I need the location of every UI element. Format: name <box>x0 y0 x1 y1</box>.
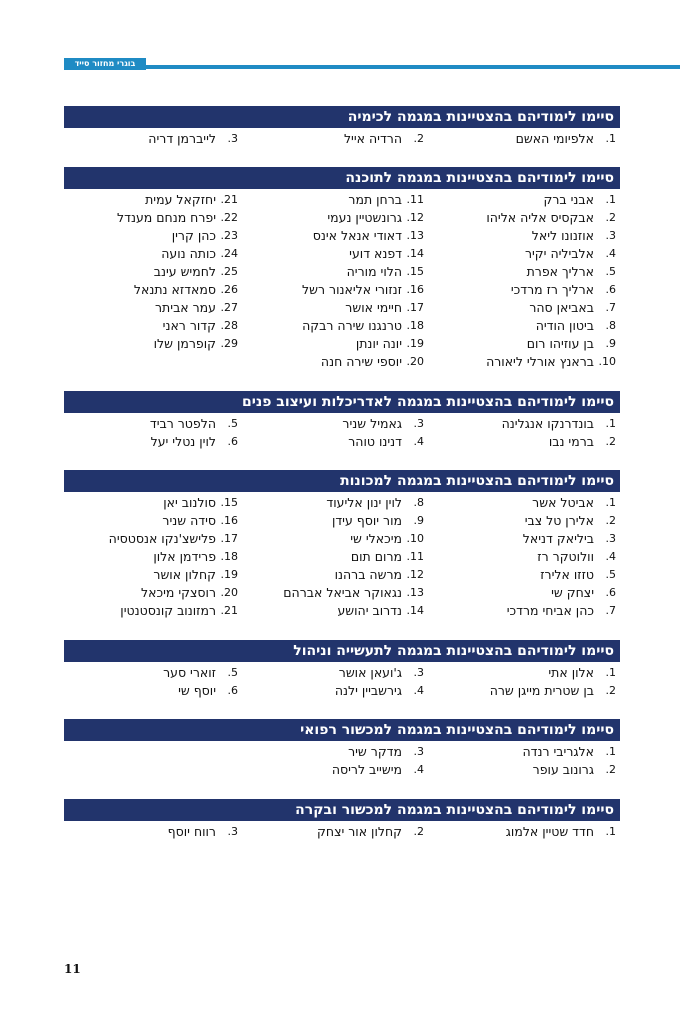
list-item <box>254 761 424 779</box>
name-column <box>68 415 238 451</box>
list-item <box>446 335 616 353</box>
honors-section <box>64 106 620 148</box>
item-number: 18. <box>406 319 424 332</box>
item-name: מרשה ברהנו <box>334 567 402 582</box>
item-name: סידה שניר <box>162 513 216 528</box>
item-name: מדקר שיר <box>348 744 402 759</box>
item-number: 16. <box>220 514 238 527</box>
item-number: 11. <box>406 193 424 206</box>
item-number: 3. <box>227 132 238 145</box>
item-name: סמאדזא נתנאל <box>133 282 216 297</box>
list-item <box>254 263 424 281</box>
item-name: גרונשטיין נעמי <box>327 210 402 225</box>
section-title: סיימו לימודיהם בהצטיינות במגמה לכימיה <box>64 106 620 128</box>
item-number: 16. <box>406 283 424 296</box>
list-item <box>254 664 424 682</box>
item-name: באביאן סהר <box>529 300 594 315</box>
item-name: כהן קרין <box>171 228 216 243</box>
item-number: 20. <box>220 586 238 599</box>
list-item <box>68 530 238 548</box>
list-item <box>254 823 424 841</box>
section-title: סיימו לימודיהם בהצטיינות במגמה למכונות <box>64 470 620 492</box>
honors-section <box>64 167 620 371</box>
list-item <box>446 548 616 566</box>
list-item <box>68 227 238 245</box>
item-number: 1. <box>605 666 616 679</box>
honors-section <box>64 640 620 700</box>
list-item <box>446 209 616 227</box>
list-item <box>68 494 238 512</box>
item-number: 7. <box>605 301 616 314</box>
list-item <box>446 743 616 761</box>
section-title: סיימו לימודיהם בהצטיינות במגמה לתוכנה <box>64 167 620 189</box>
item-name: אלירן טל צבי <box>524 513 594 528</box>
list-item <box>446 433 616 451</box>
list-item <box>254 743 424 761</box>
list-item <box>254 548 424 566</box>
list-item <box>446 415 616 433</box>
item-number: 12. <box>406 568 424 581</box>
list-item <box>254 245 424 263</box>
item-name: כהן אביחי מרדכי <box>506 603 594 618</box>
item-number: 6. <box>227 435 238 448</box>
name-column <box>446 823 616 841</box>
item-name: רווח יוסף <box>167 824 216 839</box>
item-name: יצחק שי <box>551 585 594 600</box>
item-name: הרדיה אייל <box>343 131 402 146</box>
item-name: נדרוב יהושע <box>337 603 402 618</box>
item-number: 1. <box>605 496 616 509</box>
name-columns <box>64 664 620 700</box>
list-item <box>68 281 238 299</box>
item-name: זוארי סער <box>163 665 216 680</box>
name-columns <box>64 823 620 841</box>
item-name: פלישצ'נקו אנסטסיה <box>108 531 216 546</box>
honors-section <box>64 719 620 779</box>
item-name: חיימי אושר <box>345 300 402 315</box>
item-number: 17. <box>406 301 424 314</box>
item-name: אביטל אשר <box>532 495 594 510</box>
name-column <box>68 130 238 148</box>
list-item <box>254 415 424 433</box>
item-number: 1. <box>605 132 616 145</box>
item-number: 2. <box>605 211 616 224</box>
item-number: 8. <box>413 496 424 509</box>
item-name: קופרמן שלו <box>153 336 216 351</box>
name-columns <box>64 743 620 779</box>
item-number: 9. <box>605 337 616 350</box>
item-number: 14. <box>406 604 424 617</box>
item-name: קדור ראני <box>162 318 216 333</box>
name-columns <box>64 494 620 620</box>
honors-section <box>64 391 620 451</box>
item-name: יחזקאל עמית <box>145 192 216 207</box>
name-column <box>446 494 616 620</box>
list-item <box>254 317 424 335</box>
list-item <box>68 263 238 281</box>
item-number: 8. <box>605 319 616 332</box>
item-name: טזזו אלירז <box>540 567 594 582</box>
item-name: אלביליה יקיר <box>524 246 594 261</box>
list-item <box>446 664 616 682</box>
item-name: ברמי נבו <box>548 434 594 449</box>
list-item <box>68 602 238 620</box>
item-name: קחלון אושר <box>153 567 216 582</box>
item-name: אבקסיס אליה אליהו <box>486 210 594 225</box>
item-name: אלפיומי האשם <box>515 131 594 146</box>
list-item <box>254 682 424 700</box>
item-name: מישייב לריסה <box>331 762 402 777</box>
item-number: 3. <box>413 745 424 758</box>
list-item <box>254 227 424 245</box>
item-name: מיכאלי שי <box>350 531 402 546</box>
list-item <box>446 281 616 299</box>
item-number: 12. <box>406 211 424 224</box>
list-item <box>254 566 424 584</box>
item-number: 4. <box>413 763 424 776</box>
list-item <box>68 245 238 263</box>
name-column <box>68 191 238 353</box>
list-item <box>68 209 238 227</box>
item-name: רמזונוב קונסטנטין <box>120 603 216 618</box>
item-number: 11. <box>406 550 424 563</box>
item-number: 2. <box>605 763 616 776</box>
item-name: דנינו טוהר <box>348 434 402 449</box>
item-number: 3. <box>227 825 238 838</box>
list-item <box>254 191 424 209</box>
item-number: 4. <box>605 550 616 563</box>
item-name: הלפטר רביד <box>149 416 216 431</box>
item-number: 27. <box>220 301 238 314</box>
item-number: 7. <box>605 604 616 617</box>
item-number: 6. <box>227 684 238 697</box>
item-number: 2. <box>413 132 424 145</box>
name-column <box>254 823 424 841</box>
list-item <box>446 317 616 335</box>
list-item <box>254 299 424 317</box>
item-name: אוזנונו ליאל <box>531 228 594 243</box>
list-item <box>446 530 616 548</box>
list-item <box>446 130 616 148</box>
list-item <box>446 602 616 620</box>
item-number: 22. <box>220 211 238 224</box>
item-name: לוין נטלי יעל <box>150 434 216 449</box>
list-item <box>68 682 238 700</box>
item-number: 24. <box>220 247 238 260</box>
item-name: יוסף שי <box>178 683 216 698</box>
item-name: דפנא דועי <box>349 246 402 261</box>
item-name: מרום תום <box>350 549 402 564</box>
item-name: ג'ועאן אושר <box>338 665 402 680</box>
list-item <box>254 335 424 353</box>
header-tab-label: בוגרי מחזור סייד <box>64 58 146 70</box>
item-number: 5. <box>605 265 616 278</box>
list-item <box>446 584 616 602</box>
item-number: 9. <box>413 514 424 527</box>
item-number: 17. <box>220 532 238 545</box>
item-name: גאמיל שניר <box>342 416 402 431</box>
name-column <box>254 415 424 451</box>
honors-section <box>64 470 620 620</box>
item-name: גירשביין ילנה <box>334 683 402 698</box>
list-item <box>446 299 616 317</box>
item-name: בן עוזיהו רום <box>526 336 594 351</box>
section-title: סיימו לימודיהם בהצטיינות במגמה לתעשייה וניהול <box>64 640 620 662</box>
item-name: ארליך רז מרדכי <box>510 282 594 297</box>
item-name: ביטון הודיה <box>535 318 594 333</box>
list-item <box>254 494 424 512</box>
item-name: טרנגנו שירה רבקה <box>302 318 402 333</box>
item-number: 5. <box>605 568 616 581</box>
item-name: דאודי אנאל אינס <box>312 228 402 243</box>
item-number: 10. <box>598 355 616 368</box>
item-number: 19. <box>220 568 238 581</box>
list-item <box>68 664 238 682</box>
list-item <box>68 512 238 530</box>
name-column <box>254 664 424 700</box>
name-columns <box>64 415 620 451</box>
item-number: 2. <box>605 684 616 697</box>
list-item <box>446 353 616 371</box>
item-name: ברחן תמר <box>348 192 402 207</box>
item-number: 5. <box>227 417 238 430</box>
item-number: 29. <box>220 337 238 350</box>
list-item <box>68 299 238 317</box>
name-column <box>446 743 616 779</box>
item-name: בונדרנקו אנגלינה <box>501 416 594 431</box>
item-number: 23. <box>220 229 238 242</box>
item-name: אלון אתי <box>548 665 594 680</box>
item-name: בן שטרית מייגן שרה <box>489 683 594 698</box>
list-item <box>68 584 238 602</box>
list-item <box>254 353 424 371</box>
section-title: סיימו לימודיהם בהצטיינות במגמה למכשור ובקרה <box>64 799 620 821</box>
item-name: ארליך אפרת <box>526 264 594 279</box>
item-number: 3. <box>413 417 424 430</box>
item-name: סולנוב יאן <box>163 495 216 510</box>
item-name: ביליאק דניאל <box>522 531 594 546</box>
list-item <box>68 433 238 451</box>
item-name: עמר אביתר <box>155 300 216 315</box>
list-item <box>446 263 616 281</box>
name-column <box>254 191 424 371</box>
list-item <box>68 823 238 841</box>
list-item <box>68 130 238 148</box>
list-item <box>68 415 238 433</box>
item-number: 26. <box>220 283 238 296</box>
section-title: סיימו לימודיהם בהצטיינות במגמה לאדריכלות ועיצוב פנים <box>64 391 620 413</box>
item-number: 28. <box>220 319 238 332</box>
name-column <box>254 130 424 148</box>
item-number: 20. <box>406 355 424 368</box>
item-number: 14. <box>406 247 424 260</box>
item-name: וולוטקר רז <box>537 549 594 564</box>
item-number: 4. <box>413 684 424 697</box>
item-number: 25. <box>220 265 238 278</box>
name-column <box>446 415 616 451</box>
list-item <box>254 281 424 299</box>
item-name: יפרח מנחם מענדל <box>117 210 216 225</box>
item-name: גרונוב עופר <box>532 762 594 777</box>
item-number: 6. <box>605 586 616 599</box>
list-item <box>254 512 424 530</box>
item-number: 2. <box>413 825 424 838</box>
item-name: חדד שטיין אלמוג <box>505 824 594 839</box>
item-name: אלגריבי רנדה <box>522 744 594 759</box>
item-name: בראנץ אורלי ליאורה <box>486 354 594 369</box>
list-item <box>446 682 616 700</box>
item-number: 3. <box>605 532 616 545</box>
list-item <box>254 209 424 227</box>
name-column <box>68 823 238 841</box>
name-column <box>446 191 616 371</box>
item-number: 1. <box>605 825 616 838</box>
name-column <box>446 664 616 700</box>
item-number: 3. <box>605 229 616 242</box>
list-item <box>446 245 616 263</box>
item-number: 2. <box>605 435 616 448</box>
item-number: 18. <box>220 550 238 563</box>
list-item <box>446 566 616 584</box>
item-name: הלוי מוריה <box>346 264 402 279</box>
list-item <box>68 191 238 209</box>
page-number: 11 <box>64 962 81 976</box>
name-column <box>254 494 424 620</box>
name-column <box>254 743 424 779</box>
item-number: 4. <box>413 435 424 448</box>
item-number: 1. <box>605 745 616 758</box>
item-number: 1. <box>605 193 616 206</box>
list-item <box>446 191 616 209</box>
item-name: יונה יונתן <box>355 336 402 351</box>
item-number: 21. <box>220 193 238 206</box>
list-item <box>446 512 616 530</box>
item-number: 3. <box>413 666 424 679</box>
item-name: מור יוסף עידן <box>331 513 402 528</box>
item-name: לייברמן דריה <box>148 131 216 146</box>
item-name: זנזורי אליאנור רשל <box>302 282 402 297</box>
list-item <box>68 317 238 335</box>
item-name: אבני ברק <box>543 192 594 207</box>
list-item <box>68 335 238 353</box>
item-name: קחלון אור יצחק <box>317 824 402 839</box>
header-bar <box>64 58 680 70</box>
list-item <box>446 823 616 841</box>
item-number: 10. <box>406 532 424 545</box>
item-number: 13. <box>406 229 424 242</box>
name-column <box>68 664 238 700</box>
item-number: 2. <box>605 514 616 527</box>
list-item <box>68 548 238 566</box>
section-title: סיימו לימודיהם בהצטיינות במגמה למכשור רפואי <box>64 719 620 741</box>
item-number: 4. <box>605 247 616 260</box>
item-number: 15. <box>220 496 238 509</box>
item-name: נגאוקר אביאל אברהם <box>283 585 402 600</box>
item-number: 19. <box>406 337 424 350</box>
list-item <box>446 227 616 245</box>
item-number: 13. <box>406 586 424 599</box>
name-columns <box>64 191 620 371</box>
item-number: 15. <box>406 265 424 278</box>
item-name: כותה נועה <box>161 246 216 261</box>
list-item <box>254 602 424 620</box>
list-item <box>446 494 616 512</box>
name-column <box>446 130 616 148</box>
item-number: 5. <box>227 666 238 679</box>
honors-section <box>64 799 620 841</box>
item-number: 21. <box>220 604 238 617</box>
name-columns <box>64 130 620 148</box>
list-item <box>254 130 424 148</box>
item-name: לחמיש עינב <box>153 264 216 279</box>
list-item <box>68 566 238 584</box>
item-name: יוספי שירה חנה <box>320 354 402 369</box>
list-item <box>254 530 424 548</box>
item-name: רוסצקי מיכאל <box>141 585 216 600</box>
list-item <box>254 584 424 602</box>
list-item <box>254 433 424 451</box>
list-item <box>446 761 616 779</box>
item-number: 6. <box>605 283 616 296</box>
header-rule <box>64 65 680 69</box>
item-number: 1. <box>605 417 616 430</box>
item-name: לוין ינון אליעוד <box>326 495 402 510</box>
item-name: פרידמן אלון <box>153 549 216 564</box>
name-column <box>68 494 238 620</box>
